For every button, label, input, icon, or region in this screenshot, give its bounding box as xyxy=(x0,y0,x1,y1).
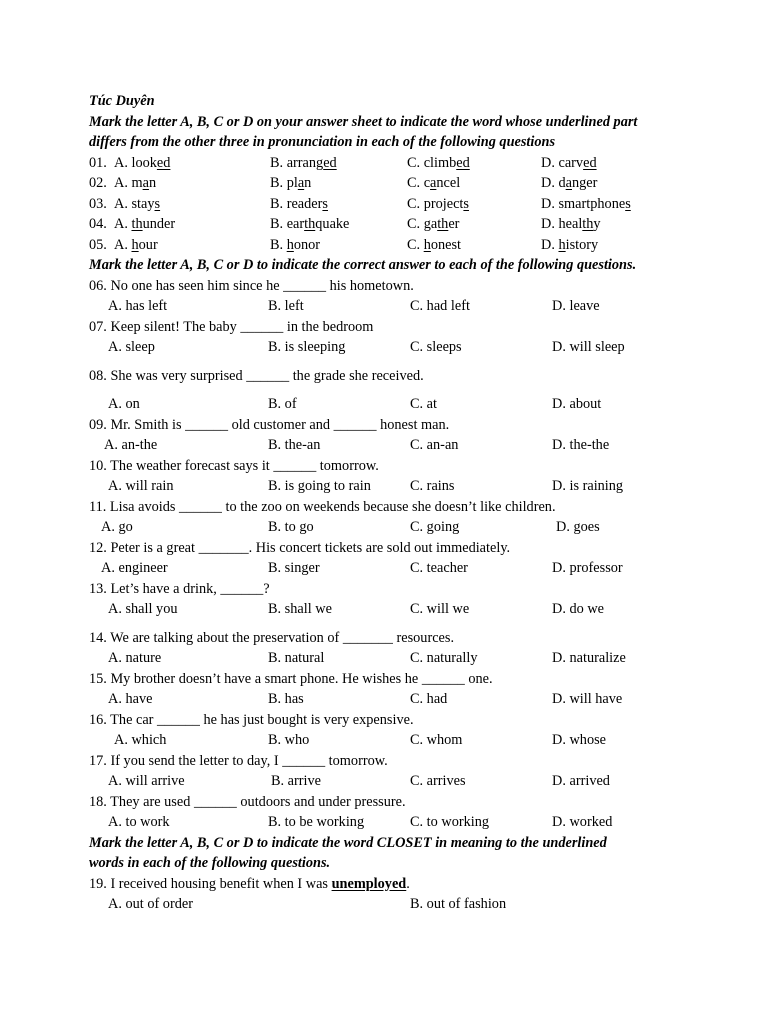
option-c[interactable]: C. had left xyxy=(410,298,470,314)
option-word-part: arrang xyxy=(286,154,324,171)
option-word-part: ncel xyxy=(436,175,461,191)
option-letter: B. xyxy=(270,195,287,212)
underlined-part: ed xyxy=(456,154,470,171)
question-text: 18. They are used ______ outdoors and under pressure. xyxy=(89,793,406,810)
option-b[interactable]: B. of xyxy=(268,396,297,412)
question-text: 15. My brother doesn’t have a smart phone. He wishes he ______ one. xyxy=(89,670,493,687)
option-letter: D. xyxy=(541,236,559,253)
section-instruction-grammar: Mark the letter A, B, C or D to indicate the correct answer to each of the following questions. xyxy=(89,257,637,273)
underlined-part: th xyxy=(304,216,316,232)
option-word-part: climb xyxy=(423,154,457,171)
option-a[interactable]: A. have xyxy=(108,691,153,707)
option-letter: C. xyxy=(407,216,424,232)
question-stem xyxy=(89,710,689,731)
underlined-part: a xyxy=(565,175,572,191)
option-b[interactable]: B. singer xyxy=(268,560,320,576)
option-d[interactable]: D. arrived xyxy=(552,773,610,789)
option-a[interactable]: A. an-the xyxy=(104,437,158,453)
option-d[interactable]: D. whose xyxy=(552,732,607,748)
option-b[interactable] xyxy=(270,235,320,256)
question-options xyxy=(89,517,689,538)
option-c[interactable]: C. will we xyxy=(410,601,470,617)
option-c[interactable]: C. arrives xyxy=(410,773,466,789)
question-text: 12. Peter is a great _______. His concert tickets are sold out immediately. xyxy=(89,539,511,556)
section-instruction-closest-cont: words in each of the following questions. xyxy=(89,855,331,871)
option-c[interactable]: C. whom xyxy=(410,732,463,748)
underlined-part: a xyxy=(297,175,305,191)
option-d[interactable] xyxy=(541,153,597,174)
pronunciation-question xyxy=(89,153,689,174)
underlined-part: s xyxy=(154,195,161,212)
option-word-part: smartphone xyxy=(558,195,626,212)
spacer xyxy=(89,620,689,628)
option-word-part: carv xyxy=(558,154,584,171)
question-options xyxy=(89,730,689,751)
question-stem xyxy=(89,366,689,387)
option-c[interactable]: C. to working xyxy=(410,814,490,830)
option-b[interactable]: B. is sleeping xyxy=(268,339,346,355)
question-options xyxy=(89,394,689,415)
question-stem xyxy=(89,538,689,559)
option-word-part: onest xyxy=(430,236,462,253)
section-instruction-pronunciation-cont: differs from the other three in pronunciation in each of the following questions xyxy=(89,134,556,150)
option-letter: B. xyxy=(270,175,287,191)
question-19-stem: 19. I received housing benefit when I was unemployed. xyxy=(89,875,410,892)
underlined-part: ed xyxy=(156,154,171,171)
option-c[interactable] xyxy=(407,194,469,215)
option-b[interactable]: B. natural xyxy=(268,650,325,666)
option-a[interactable]: A. will rain xyxy=(108,478,174,494)
question-number: 01. xyxy=(89,154,107,171)
option-b[interactable] xyxy=(270,194,328,215)
option-word-part: ear xyxy=(286,216,305,232)
question-text: 09. Mr. Smith is ______ old customer and ______ honest man. xyxy=(89,416,450,433)
option-c[interactable] xyxy=(407,173,460,194)
author-name: Túc Duyên xyxy=(89,93,155,109)
option-c[interactable] xyxy=(407,235,461,256)
underlined-part: h xyxy=(423,236,431,253)
question-19-options xyxy=(89,894,689,915)
underlined-part: h xyxy=(286,236,294,253)
option-word-part: er xyxy=(448,216,460,232)
question-options xyxy=(89,648,689,669)
option-letter: D. xyxy=(541,175,559,191)
option-letter: A. xyxy=(114,216,132,232)
question-stem xyxy=(89,792,689,813)
option-c[interactable]: C. at xyxy=(410,396,438,412)
option-d[interactable] xyxy=(541,173,597,194)
question-number: 05. xyxy=(89,236,107,253)
option-c[interactable] xyxy=(407,214,459,235)
option-b[interactable]: B. arrive xyxy=(271,773,322,789)
option-letter: C. xyxy=(407,195,424,212)
option-letter: A. xyxy=(114,175,132,191)
question-text: 07. Keep silent! The baby ______ in the bedroom xyxy=(89,318,374,335)
question-stem xyxy=(89,497,689,518)
option-letter: A. xyxy=(114,195,132,212)
option-a[interactable] xyxy=(114,235,158,256)
option-letter: A. xyxy=(114,154,132,171)
option-a[interactable]: A. engineer xyxy=(101,560,168,576)
option-a[interactable]: A. to work xyxy=(108,814,170,830)
option-letter: D. xyxy=(541,195,559,212)
grammar-questions xyxy=(89,276,689,833)
option-d[interactable] xyxy=(541,194,631,215)
underlined-part: th xyxy=(437,216,449,232)
underlined-part: h xyxy=(131,236,139,253)
question-text: 14. We are talking about the preservation of _______ resources. xyxy=(89,629,455,646)
option-d[interactable] xyxy=(541,235,598,256)
option-a[interactable]: A. has left xyxy=(108,298,168,314)
pronunciation-question xyxy=(89,173,689,194)
option-d[interactable]: D. naturalize xyxy=(552,650,626,666)
worksheet-page xyxy=(89,91,689,915)
question-text: 11. Lisa avoids ______ to the zoo on weekends because she doesn’t like children. xyxy=(89,498,556,515)
option-letter: C. xyxy=(407,175,424,191)
option-b[interactable]: B. the-an xyxy=(268,437,321,453)
question-stem xyxy=(89,628,689,649)
question-text: 10. The weather forecast says it ______ tomorrow. xyxy=(89,457,379,474)
underlined-part: s xyxy=(322,195,328,212)
option-b[interactable] xyxy=(270,153,337,174)
underlined-part: ed xyxy=(583,154,597,171)
option-d[interactable]: D. will have xyxy=(552,691,623,707)
pronunciation-question xyxy=(89,194,689,215)
option-d[interactable]: D. is raining xyxy=(552,478,624,494)
option-word-part: y xyxy=(593,216,601,232)
option-b[interactable]: B. has xyxy=(268,691,304,707)
option-a[interactable] xyxy=(114,214,175,235)
question-text: 08. She was very surprised ______ the grade she received. xyxy=(89,367,424,384)
question-text: 16. The car ______ he has just bought is very expensive. xyxy=(89,711,414,728)
question-stem xyxy=(89,456,689,477)
question-options xyxy=(89,689,689,710)
option-d[interactable]: D. the-the xyxy=(552,437,610,453)
option-b[interactable]: B. to go xyxy=(268,519,314,535)
question-stem xyxy=(89,751,689,772)
option-b[interactable] xyxy=(270,214,349,235)
section-instruction-closest: Mark the letter A, B, C or D to indicate the word CLOSET in meaning to the underlined xyxy=(89,834,607,851)
option-b[interactable]: B. out of fashion xyxy=(410,896,507,912)
option-letter: C. xyxy=(407,154,424,171)
option-d[interactable]: D. will sleep xyxy=(552,339,625,355)
option-word-part: under xyxy=(142,216,176,232)
question-stem xyxy=(89,276,689,297)
question-number: 03. xyxy=(89,195,107,212)
option-a[interactable] xyxy=(114,173,156,194)
option-c[interactable]: C. an-an xyxy=(410,437,459,453)
option-c[interactable]: C. had xyxy=(410,691,448,707)
underlined-part: s xyxy=(463,195,469,212)
option-word-part: m xyxy=(131,175,143,191)
question-stem xyxy=(89,579,689,600)
option-word-part: onor xyxy=(293,236,321,253)
underlined-part: a xyxy=(142,175,149,191)
pronunciation-question xyxy=(89,235,689,256)
option-a[interactable]: A. go xyxy=(101,519,133,535)
question-options xyxy=(89,771,689,792)
option-word-part: n xyxy=(148,175,157,191)
option-a[interactable]: A. on xyxy=(108,396,140,412)
pronunciation-question xyxy=(89,214,689,235)
option-b[interactable]: B. shall we xyxy=(268,601,332,617)
question-stem xyxy=(89,317,689,338)
underlined-word: unemployed xyxy=(331,875,407,892)
option-letter: B. xyxy=(270,236,287,253)
option-a[interactable]: A. shall you xyxy=(108,601,178,617)
option-a[interactable]: A. will arrive xyxy=(108,773,185,789)
option-a[interactable] xyxy=(114,153,170,174)
underlined-part: th xyxy=(582,216,594,232)
spacer xyxy=(89,386,689,394)
option-letter: D. xyxy=(541,154,559,171)
option-letter: C. xyxy=(407,236,424,253)
option-letter: B. xyxy=(270,216,287,232)
question-number: 02. xyxy=(89,175,107,191)
underlined-part: ed xyxy=(323,154,337,171)
option-a[interactable]: A. out of order xyxy=(108,896,193,912)
question-text: 06. No one has seen him since he ______ his hometown. xyxy=(89,277,414,294)
question-text: 17. If you send the letter to day, I ______ tomorrow. xyxy=(89,752,388,769)
option-word-part: project xyxy=(423,195,464,212)
option-a[interactable]: A. which xyxy=(114,732,167,748)
question-stem xyxy=(89,415,689,436)
option-c[interactable]: C. naturally xyxy=(410,650,478,666)
option-d[interactable]: D. leave xyxy=(552,298,600,314)
option-word-part: quake xyxy=(315,216,350,232)
question-options xyxy=(89,812,689,833)
spacer xyxy=(89,358,689,366)
option-d[interactable]: D. worked xyxy=(552,814,613,830)
option-b[interactable]: B. is going to rain xyxy=(268,478,371,494)
option-a[interactable] xyxy=(114,194,160,215)
option-b[interactable]: B. who xyxy=(268,732,310,748)
option-c[interactable] xyxy=(407,153,470,174)
question-options xyxy=(89,296,689,317)
underlined-part: h xyxy=(558,236,566,253)
option-b[interactable] xyxy=(270,173,311,194)
option-word-part: istory xyxy=(565,236,599,253)
question-stem xyxy=(89,669,689,690)
question-options xyxy=(89,476,689,497)
question-number: 04. xyxy=(89,216,107,232)
option-d[interactable]: D. professor xyxy=(552,560,623,576)
option-word-part: c xyxy=(423,175,431,191)
option-word-part: ga xyxy=(423,216,438,232)
option-d[interactable]: D. goes xyxy=(556,519,600,535)
option-d[interactable] xyxy=(541,214,601,235)
option-word-part: look xyxy=(131,154,157,171)
question-options xyxy=(89,558,689,579)
option-d[interactable]: D. do we xyxy=(552,601,605,617)
option-word-part: stay xyxy=(131,195,155,212)
option-word-part: pl xyxy=(286,175,298,191)
option-word-part: heal xyxy=(558,216,583,232)
pronunciation-questions xyxy=(89,153,689,256)
option-word-part: reader xyxy=(286,195,323,212)
underlined-part: a xyxy=(430,175,437,191)
underlined-part: th xyxy=(131,216,143,232)
question-options xyxy=(89,599,689,620)
question-options xyxy=(89,337,689,358)
author-line xyxy=(89,91,689,112)
option-word-part: n xyxy=(304,175,312,191)
option-c[interactable]: C. teacher xyxy=(410,560,468,576)
option-a[interactable]: A. sleep xyxy=(108,339,155,355)
option-c[interactable]: C. sleeps xyxy=(410,339,462,355)
option-letter: D. xyxy=(541,216,559,232)
option-word-part: d xyxy=(558,175,566,191)
option-c[interactable]: C. going xyxy=(410,519,460,535)
underlined-part: s xyxy=(625,195,631,212)
option-letter: B. xyxy=(270,154,287,171)
option-b[interactable]: B. to be working xyxy=(268,814,365,830)
option-word-part: nger xyxy=(572,175,598,191)
option-b[interactable]: B. left xyxy=(268,298,304,314)
option-letter: A. xyxy=(114,236,132,253)
option-d[interactable]: D. about xyxy=(552,396,602,412)
question-options xyxy=(89,435,689,456)
option-a[interactable]: A. nature xyxy=(108,650,162,666)
option-word-part: our xyxy=(138,236,158,253)
question-text: 13. Let’s have a drink, ______? xyxy=(89,580,270,597)
section-instruction-pronunciation: Mark the letter A, B, C or D on your answer sheet to indicate the word whose underlined part xyxy=(89,113,638,130)
option-c[interactable]: C. rains xyxy=(410,478,455,494)
